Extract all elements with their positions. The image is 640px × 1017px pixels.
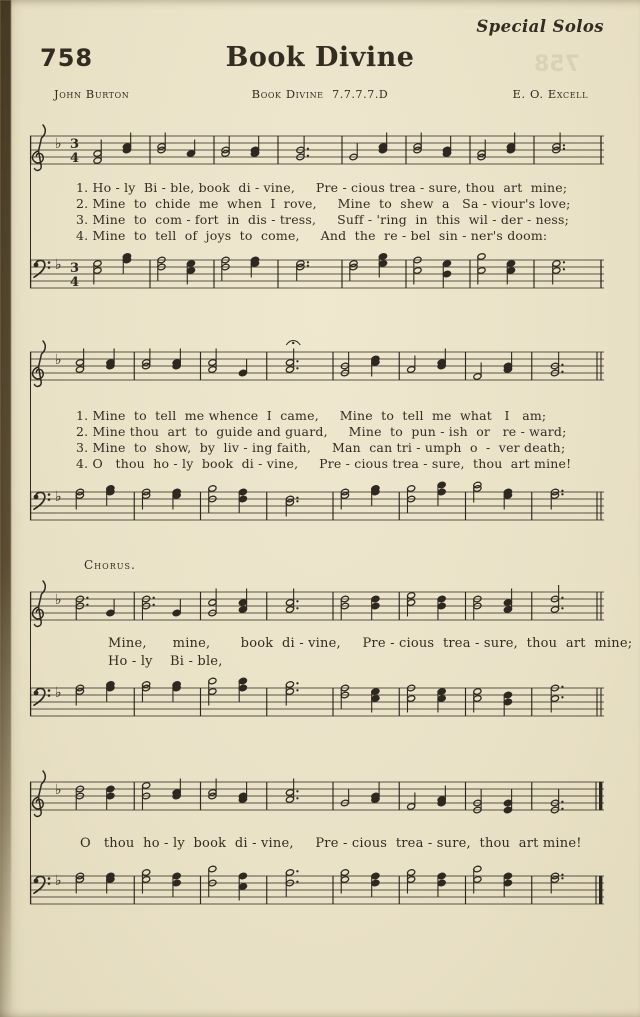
svg-text:4: 4 bbox=[70, 151, 80, 166]
treble-staff-system-3 bbox=[28, 572, 606, 642]
svg-text:♭: ♭ bbox=[55, 136, 62, 152]
verses_block2-line-1: 1. Mine to tell me whence I came, Mine to tell me what I am; bbox=[76, 408, 547, 423]
running-head: Special Solos bbox=[476, 17, 604, 36]
system-left-barline bbox=[30, 136, 31, 288]
system-left-barline bbox=[30, 352, 31, 520]
composer-name: E. O. Excell bbox=[512, 87, 588, 101]
author-name: John Burton bbox=[54, 87, 130, 101]
bass-staff-system-4 bbox=[28, 856, 606, 926]
svg-text:3: 3 bbox=[70, 261, 80, 276]
hymn-number: 758 bbox=[40, 44, 94, 72]
treble-staff-system-4 bbox=[28, 762, 606, 832]
svg-text:♭: ♭ bbox=[55, 592, 62, 608]
system-left-barline bbox=[30, 782, 31, 904]
bass-staff-system-1 bbox=[28, 240, 606, 310]
chorus-label: Chorus. bbox=[84, 558, 136, 572]
verses_block2-line-2: 2. Mine thou art to guide and guard, Mine to pun - ish or re - ward; bbox=[76, 424, 567, 439]
meter: 7.7.7.7.D bbox=[332, 88, 389, 101]
system-left-barline bbox=[30, 592, 31, 716]
svg-text:3: 3 bbox=[70, 137, 80, 152]
verses_block1-line-3: 3. Mine to com - fort in dis - tress, Suff - 'ring in this wil - der - ness; bbox=[76, 212, 570, 227]
tune-name: Book Divine bbox=[251, 87, 324, 101]
svg-text:♭: ♭ bbox=[55, 873, 62, 889]
treble-staff-system-2 bbox=[28, 332, 606, 402]
verses_block1-line-4: 4. Mine to tell of joys to come, And the re - bel sin - ner's doom: bbox=[76, 228, 548, 243]
chorus-line-1: Mine, mine, book di - vine, Pre - cious trea - sure, thou art mine; bbox=[108, 636, 633, 651]
svg-text:♭: ♭ bbox=[55, 782, 62, 798]
svg-text:♭: ♭ bbox=[55, 257, 62, 273]
svg-text:♭: ♭ bbox=[55, 352, 62, 368]
page-title: Book Divine bbox=[225, 42, 415, 73]
verses_block2-line-3: 3. Mine to show, by liv - ing faith, Man can tri - umph o - ver death; bbox=[76, 440, 566, 455]
bass-staff-system-2 bbox=[28, 472, 606, 542]
svg-text:4: 4 bbox=[70, 275, 80, 290]
svg-text:♭: ♭ bbox=[55, 685, 62, 701]
byline-row bbox=[0, 87, 640, 103]
page-binding-edge bbox=[0, 0, 11, 1017]
chorus-line-2: Ho - ly Bi - ble, bbox=[108, 654, 223, 669]
showthrough-ghost-text: 758 bbox=[534, 52, 580, 77]
verses_block2-line-4: 4. O thou ho - ly book di - vine, Pre - cious trea - sure, thou art mine! bbox=[76, 456, 572, 471]
final_line-line-1: O thou ho - ly book di - vine, Pre - cious trea - sure, thou art mine! bbox=[80, 836, 582, 851]
bass-staff-system-3 bbox=[28, 668, 606, 738]
verses_block1-line-2: 2. Mine to chide me when I rove, Mine to shew a Sa - viour's love; bbox=[76, 196, 571, 211]
verses_block1-line-1: 1. Ho - ly Bi - ble, book di - vine, Pre - cious trea - sure, thou art mine; bbox=[76, 180, 568, 195]
treble-staff-system-1 bbox=[28, 116, 606, 186]
svg-text:♭: ♭ bbox=[55, 489, 62, 505]
